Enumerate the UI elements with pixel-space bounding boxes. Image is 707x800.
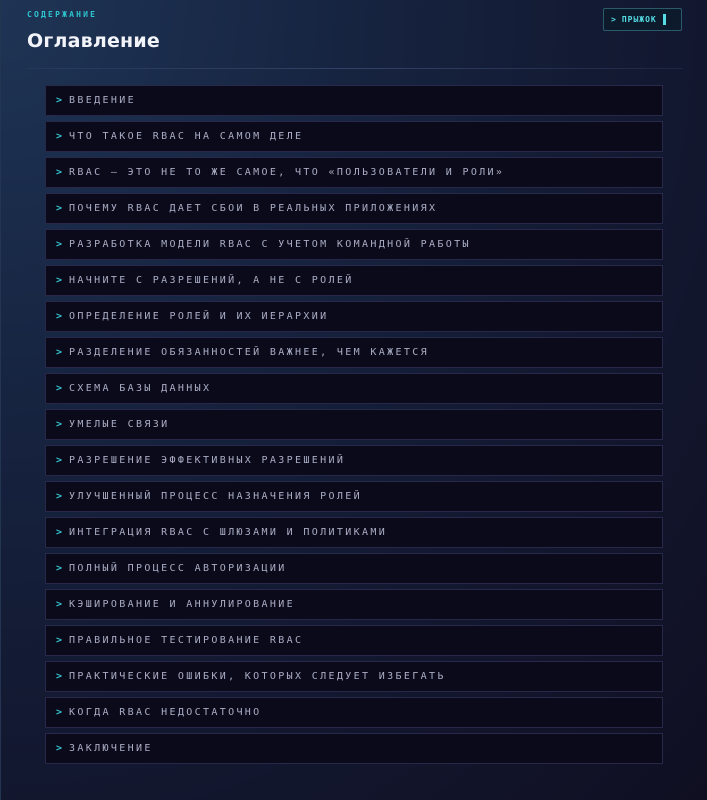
chevron-right-icon: > [56, 275, 63, 286]
toc-item-label: НАЧНИТЕ С РАЗРЕШЕНИЙ, А НЕ С РОЛЕЙ [69, 275, 354, 286]
chevron-right-icon: > [56, 671, 63, 682]
chevron-right-icon: > [56, 167, 63, 178]
toc-item-rbac-not-users-roles[interactable] [45, 157, 663, 188]
toc-item-label: ЗАКЛЮЧЕНИЕ [69, 743, 153, 754]
toc-item-conclusion[interactable] [45, 733, 663, 764]
chevron-right-icon: > [56, 743, 63, 754]
chevron-right-icon: > [56, 599, 63, 610]
jump-button[interactable] [603, 8, 682, 31]
toc-item-label: УЛУЧШЕННЫЙ ПРОЦЕСС НАЗНАЧЕНИЯ РОЛЕЙ [69, 491, 362, 502]
toc-item-effective-permissions[interactable] [45, 445, 663, 476]
chevron-right-icon: > [56, 239, 63, 250]
header-divider [27, 68, 683, 69]
toc-item-label: RBAC — ЭТО НЕ ТО ЖЕ САМОЕ, ЧТО «ПОЛЬЗОВАТЕЛИ И РОЛИ» [69, 167, 505, 178]
toc-item-separation-of-duties[interactable] [45, 337, 663, 368]
chevron-right-icon: > [56, 707, 63, 718]
toc-item-what-is-rbac[interactable] [45, 121, 663, 152]
toc-item-role-hierarchy[interactable] [45, 301, 663, 332]
toc-item-label: РАЗРАБОТКА МОДЕЛИ RBAC С УЧЕТОМ КОМАНДНОЙ РАБОТЫ [69, 239, 471, 250]
chevron-right-icon: > [56, 527, 63, 538]
toc-item-pitfalls[interactable] [45, 661, 663, 692]
chevron-right-icon: > [56, 347, 63, 358]
cursor-bar-icon [663, 14, 666, 25]
chevron-right-icon: > [56, 563, 63, 574]
toc-item-gateway-integration[interactable] [45, 517, 663, 548]
toc-item-designing-model[interactable] [45, 229, 663, 260]
toc-item-introduction[interactable] [45, 85, 663, 116]
toc-item-label: ВВЕДЕНИЕ [69, 95, 136, 106]
toc-item-smart-relations[interactable] [45, 409, 663, 440]
toc-item-why-rbac-fails[interactable] [45, 193, 663, 224]
toc-item-when-not-enough[interactable] [45, 697, 663, 728]
toc-item-label: СХЕМА БАЗЫ ДАННЫХ [69, 383, 212, 394]
chevron-right-icon: > [56, 95, 63, 106]
toc-item-label: УМЕЛЫЕ СВЯЗИ [69, 419, 170, 430]
toc-item-label: КОГДА RBAC НЕДОСТАТОЧНО [69, 707, 262, 718]
toc-item-testing[interactable] [45, 625, 663, 656]
chevron-right-icon: > [56, 383, 63, 394]
toc-item-label: РАЗРЕШЕНИЕ ЭФФЕКТИВНЫХ РАЗРЕШЕНИЙ [69, 455, 346, 466]
jump-button-label: ПРЫЖОК [621, 15, 657, 24]
chevron-right-icon: > [611, 15, 617, 24]
toc-item-label: ИНТЕГРАЦИЯ RBAC С ШЛЮЗАМИ И ПОЛИТИКАМИ [69, 527, 388, 538]
toc-item-database-schema[interactable] [45, 373, 663, 404]
toc-item-label: ОПРЕДЕЛЕНИЕ РОЛЕЙ И ИХ ИЕРАРХИИ [69, 311, 329, 322]
toc-item-label: ПРАВИЛЬНОЕ ТЕСТИРОВАНИЕ RBAC [69, 635, 304, 646]
toc-item-label: ПРАКТИЧЕСКИЕ ОШИБКИ, КОТОРЫХ СЛЕДУЕТ ИЗБЕГАТЬ [69, 671, 446, 682]
toc-item-role-assignment[interactable] [45, 481, 663, 512]
toc-item-label: ЧТО ТАКОЕ RBAC НА САМОМ ДЕЛЕ [69, 131, 304, 142]
toc-item-label: РАЗДЕЛЕНИЕ ОБЯЗАННОСТЕЙ ВАЖНЕЕ, ЧЕМ КАЖЕТСЯ [69, 347, 429, 358]
toc-item-start-with-permissions[interactable] [45, 265, 663, 296]
toc-item-authorization-flow[interactable] [45, 553, 663, 584]
chevron-right-icon: > [56, 635, 63, 646]
chevron-right-icon: > [56, 491, 63, 502]
toc-item-label: ПОЛНЫЙ ПРОЦЕСС АВТОРИЗАЦИИ [69, 563, 287, 574]
toc-item-caching[interactable] [45, 589, 663, 620]
chevron-right-icon: > [56, 311, 63, 322]
page-title: Оглавление [27, 30, 160, 52]
chevron-right-icon: > [56, 419, 63, 430]
chevron-right-icon: > [56, 131, 63, 142]
section-eyebrow: СОДЕРЖАНИЕ [27, 10, 98, 19]
toc-item-label: КЭШИРОВАНИЕ И АННУЛИРОВАНИЕ [69, 599, 296, 610]
toc-list [45, 85, 663, 769]
chevron-right-icon: > [56, 455, 63, 466]
chevron-right-icon: > [56, 203, 63, 214]
toc-item-label: ПОЧЕМУ RBAC ДАЕТ СБОИ В РЕАЛЬНЫХ ПРИЛОЖЕНИЯХ [69, 203, 438, 214]
